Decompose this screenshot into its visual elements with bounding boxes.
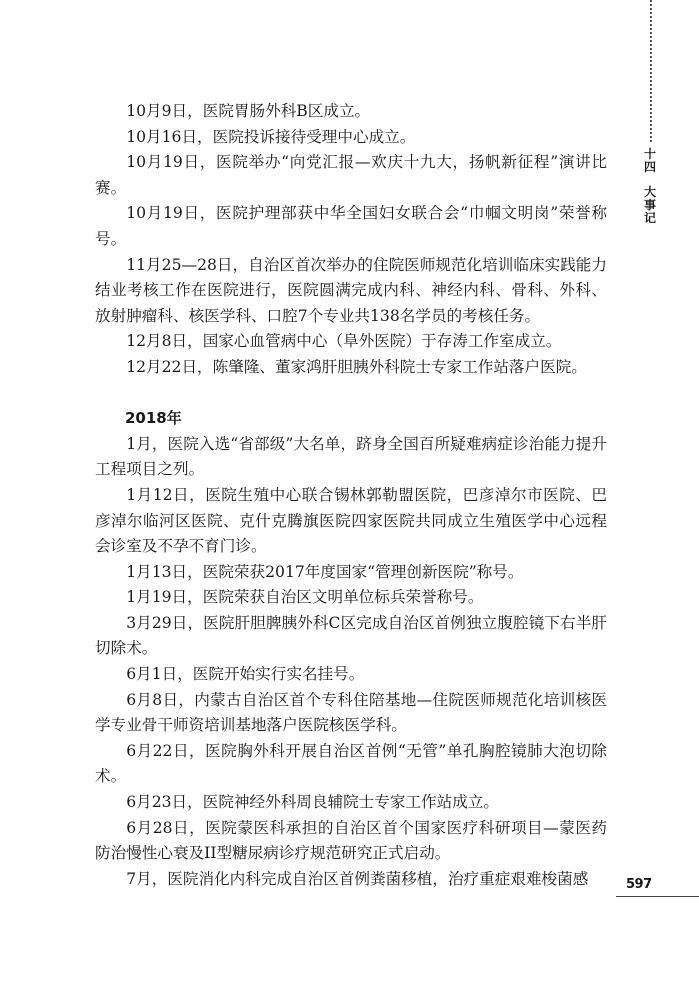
event-entry: 1月，医院入选“省部级”大名单，跻身全国百所疑难病症诊治能力提升工程项目之列。 xyxy=(95,434,607,479)
event-entry: 11月25—28日，自治区首次举办的住院医师规范化培训临床实践能力结业考核工作在医院进行，医院圆满完成内科、神经内科、骨科、外科、放射肿瘤科、核医学科、口腔7个专业共138名学员的考核任务。 xyxy=(95,255,607,325)
event-entry: 1月19日，医院荣获自治区文明单位标兵荣誉称号。 xyxy=(126,588,484,607)
chronicle-body xyxy=(95,99,607,892)
event-entry: 3月29日，医院肝胆脾胰外科C区完成自治区首例独立腹腔镜下右半肝切除术。 xyxy=(95,613,607,658)
event-entry: 1月13日，医院荣获2017年度国家“管理创新医院”称号。 xyxy=(126,562,524,581)
chapter-title: 大事记 xyxy=(643,185,656,225)
event-entry: 10月16日，医院投诉接待受理中心成立。 xyxy=(126,127,416,146)
event-entry: 12月8日，国家心血管病中心（阜外医院）于存涛工作室成立。 xyxy=(126,332,562,351)
side-dotted-line xyxy=(650,0,652,142)
page-number: 597 xyxy=(626,877,652,892)
event-entry: 1月12日，医院生殖中心联合锡林郭勒盟医院，巴彦淖尔市医院、巴彦淖尔临河区医院、克什克腾旗医院四家医院共同成立生殖医学中心远程会诊室及不孕不育门诊。 xyxy=(95,485,607,556)
event-entry: 6月23日，医院神经外科周良辅院士专家工作站成立。 xyxy=(126,793,500,812)
event-entry: 6月22日，医院胸外科开展自治区首例“无管”单孔胸腔镜肺大泡切除术。 xyxy=(95,741,607,786)
event-entry: 10月19日，医院举办“向党汇报—欢庆十九大，扬帆新征程”演讲比赛。 xyxy=(95,153,607,197)
event-entry: 12月22日，陈肇隆、董家鸿肝胆胰外科院士专家工作站落户医院。 xyxy=(126,357,587,376)
page-number-rule xyxy=(616,896,699,897)
year-heading: 2018年 xyxy=(125,409,182,428)
event-entry: 10月19日，医院护理部获中华全国妇女联合会“巾帼文明岗”荣誉称号。 xyxy=(95,204,607,248)
event-entry: 6月1日，医院开始实行实名挂号。 xyxy=(126,665,365,684)
chapter-number: 十四 xyxy=(643,147,656,174)
event-entry: 10月9日，医院胃肠外科B区成立。 xyxy=(126,102,371,120)
event-entry: 6月8日，内蒙古自治区首个专科住陪基地—住院医师规范化培训核医学专业骨干师资培训基地落户医院核医学科。 xyxy=(95,690,607,735)
chapter-side-tab xyxy=(642,148,658,225)
event-entry: 6月28日，医院蒙医科承担的自治区首个国家医疗科研项目—蒙医药防治慢性心衰及II型糖尿病诊疗规范研究正式启动。 xyxy=(95,818,607,863)
event-entry: 7月，医院消化内科完成自治区首例粪菌移植，治疗重症艰难梭菌感 xyxy=(126,869,589,888)
